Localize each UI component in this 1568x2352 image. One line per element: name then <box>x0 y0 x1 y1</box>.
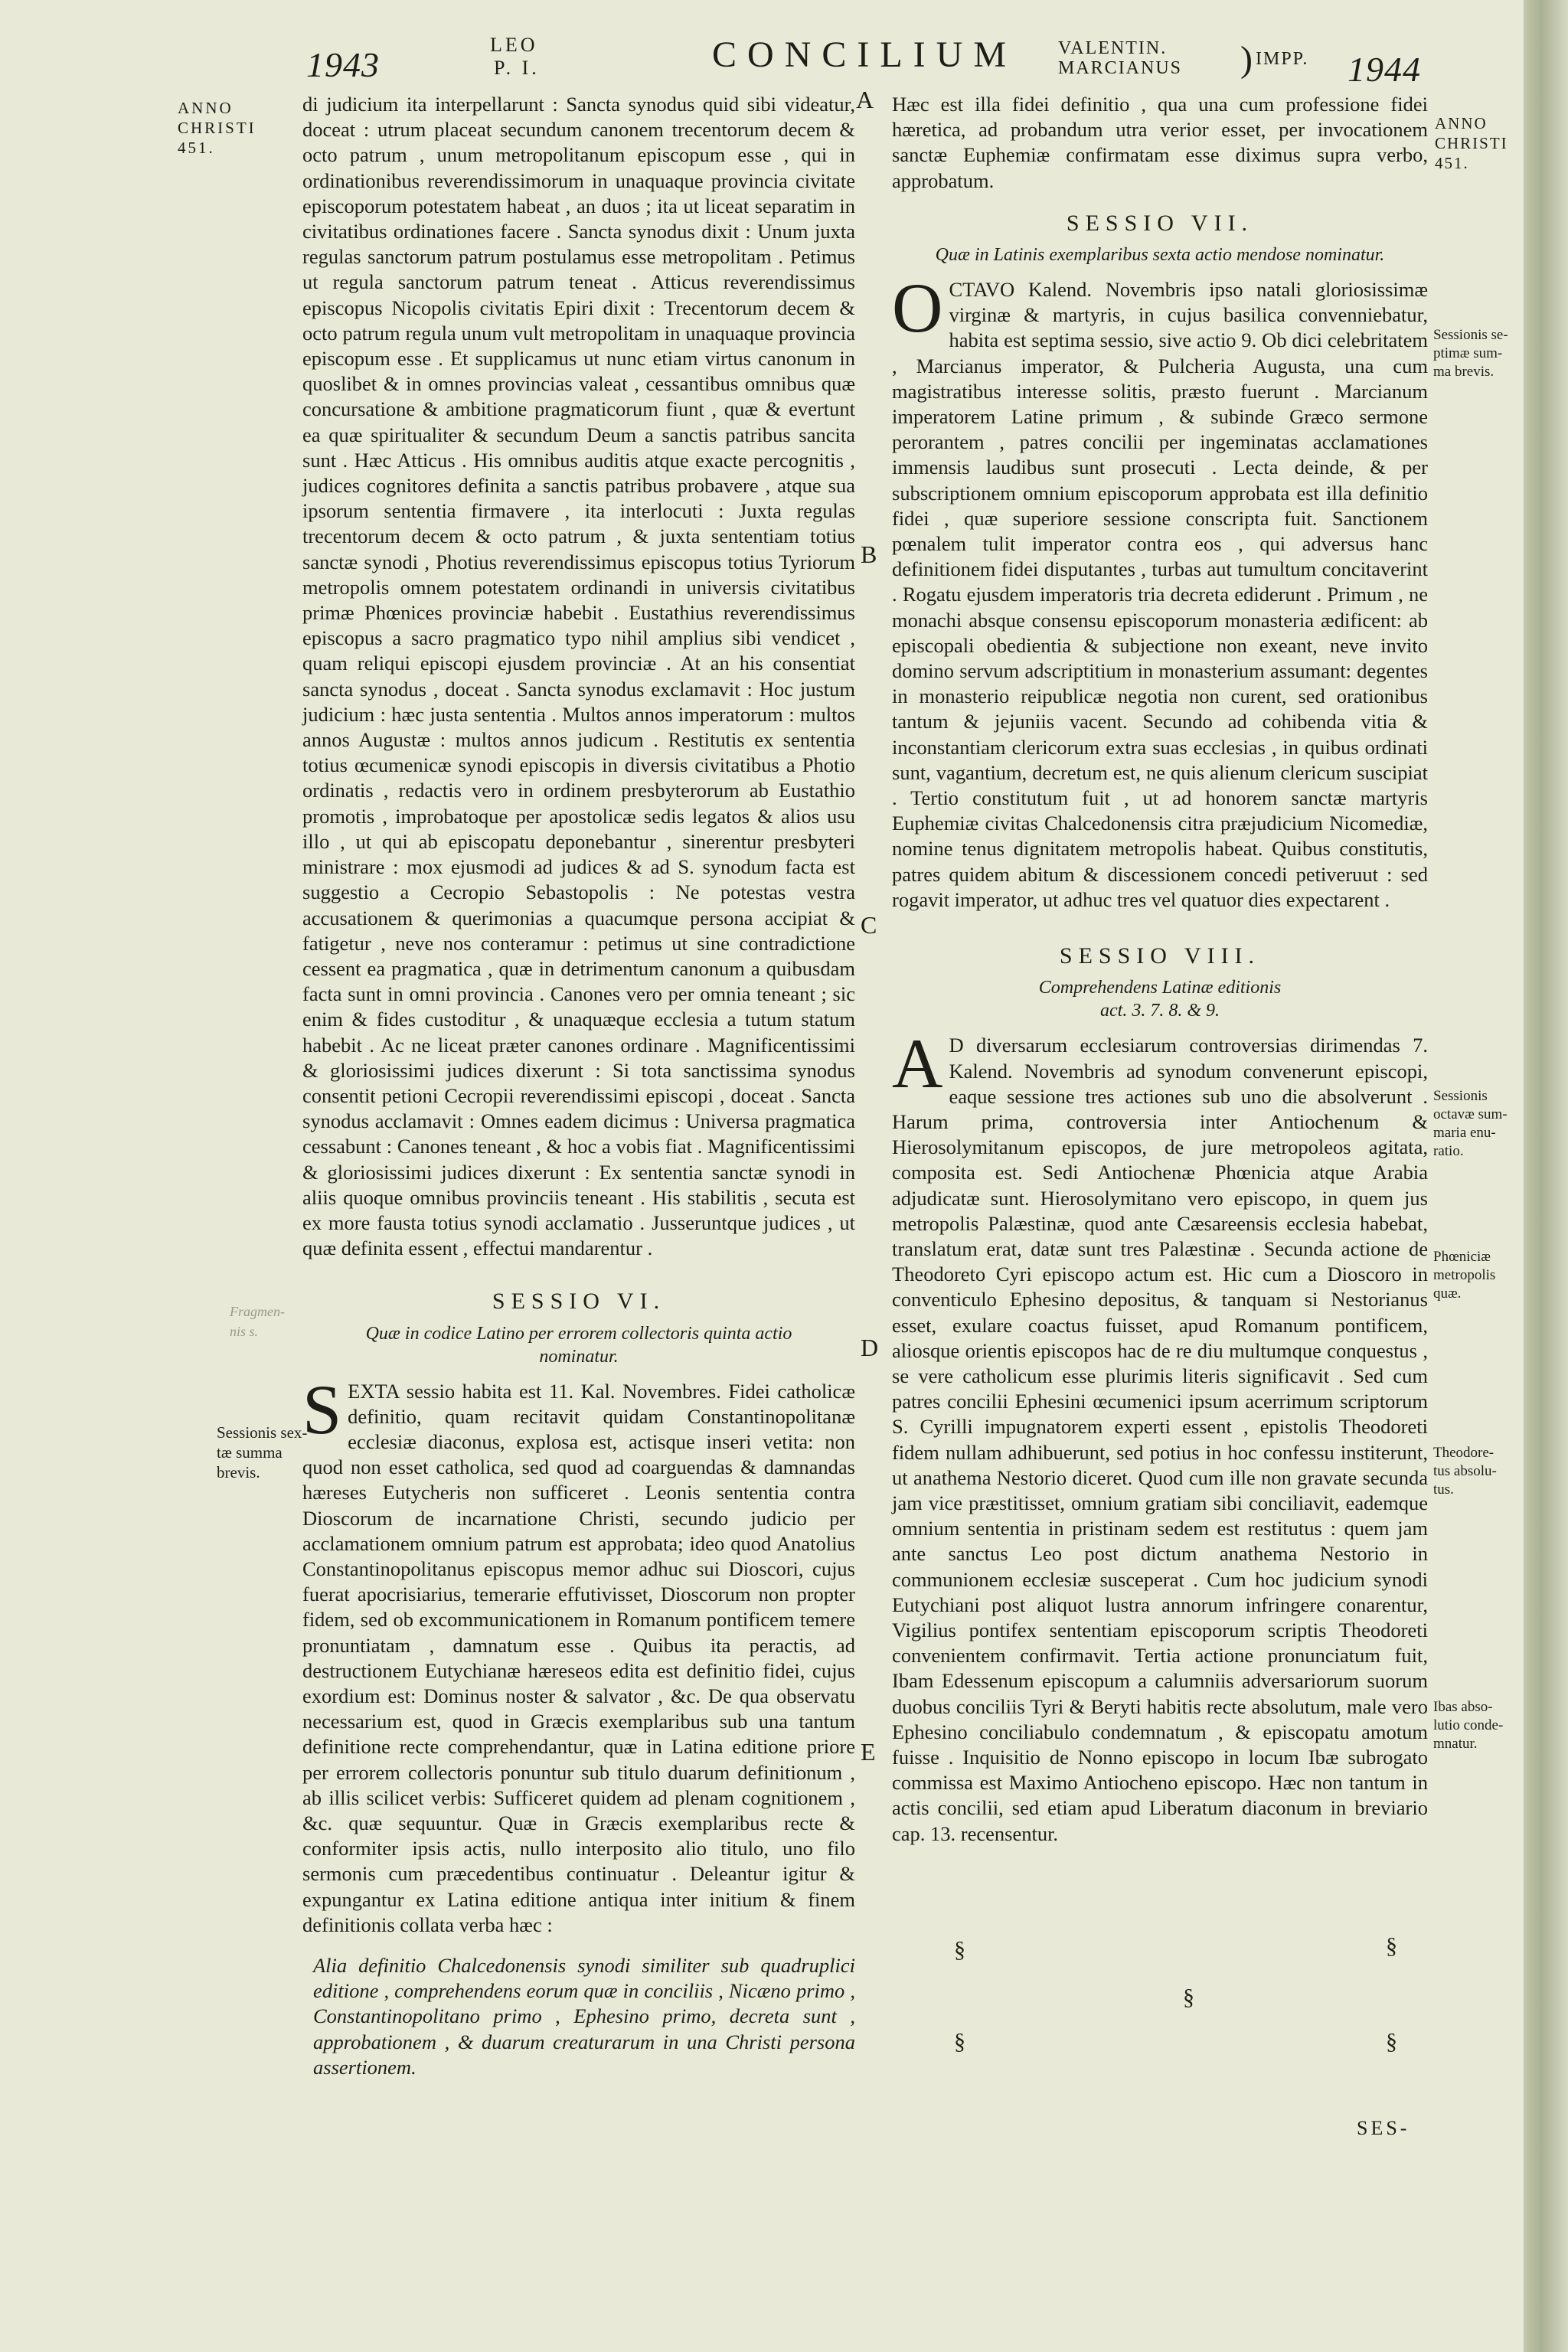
margin-fragment-line-2: nis s. <box>230 1324 259 1339</box>
sessio-6-dropcap: S <box>302 1370 342 1449</box>
header-emperors-2: MARCIANUS <box>1058 58 1183 78</box>
header-brace: ) <box>1240 39 1253 80</box>
gutter-letter-c: C <box>861 911 877 939</box>
gutter-letter-b: B <box>861 541 877 568</box>
section-mark-2: § <box>1386 1933 1397 1958</box>
margin-anno-left-line-1: ANNO <box>178 99 234 117</box>
sessio-7-text: CTAVO Kalend. Novembris ipso natali gloriosissimæ virginæ & martyris, in cujus basilica convenniebatur, habita est septima sessio, sive actio 9. Ob dici celebritatem , Marcianus imperator, & Pulcheria Augusta, una cum magistratibus interesse solitis, præsto fuerunt . Marcianum imperatorem Latine primum , & subinde Græco sermone perorantem , patres concilii per ingeminatas acclamationes immensis laudibus sunt prosecuti . Lecta deinde, & per subscriptionem omnium episcoporum approbata est illa definitio fidei , quæ superiore sessione conscripta fuit. Sanctionem pœnalem tulit imperator contra eos , qui adversus hanc definitionem fidei disputantes , turbas aut tumultum concitaverint . Rogatu ejusdem imperatoris tria decreta ediderunt . Primum , ne monachi absque consensu episcoporum monasteria ædificent: ab episcopali obedientia & subjectione non exeant, neve invito domino servum adscriptitium in monasterium assumant: degentes in monasterio reipublicæ negotia non curent, sed orationibus tantum & jejuniis vacent. Secundo ad cohibenda vitia & inconstantiam clericorum extra suas ecclesias , in quibus ordinati sunt, vagantium, decretum est, ne quis alienum clericum suscipiat . Tertio constitutum fuit , ut ad honorem sanctæ martyris Euphemiæ civitas Chalcedonensis citra præjudicium Nicomediæ, nomine tenus dignitatem metropolis habeat. Quibus constitutis, patres quidem abitum & discessionem concedi petiveruut : sed rogavit imperator, ut adhuc tres vel quatuor dies expectarent . <box>892 278 1428 911</box>
margin-phoenicia-line-3: quæ. <box>1433 1285 1462 1302</box>
sessio-6-heading: SESSIO VI. <box>492 1289 666 1315</box>
catchword: SES- <box>1357 2117 1410 2139</box>
section-mark-1: § <box>954 1937 965 1962</box>
margin-fragment-note <box>230 1302 285 1341</box>
margin-sessio6-line-3: brevis. <box>217 1463 260 1481</box>
sessio-6-quote: Alia definitio Chalcedonensis synodi similiter sub quadruplici editione , comprehendens eorum quæ in conciliis , Nicæno primo , Constantinopolitano primo , Ephesino primo, decreta sunt , approbationem , & duarum creaturarum in una Christi persona assertionem. <box>313 1954 855 2079</box>
margin-theodoret-line-3: tus. <box>1433 1481 1454 1498</box>
page-edge <box>1524 0 1568 2352</box>
margin-phoenicia-line-1: Phœniciæ <box>1433 1249 1491 1265</box>
margin-sessio8-line-1: Sessionis <box>1433 1088 1488 1104</box>
margin-anno-right-line-3: 451. <box>1435 154 1469 172</box>
margin-ibas-note <box>1433 1698 1503 1753</box>
left-paragraph-1: di judicium ita interpellarunt : Sancta synodus quid sibi videatur, doceat : utrum placeat secundum canonem trecentorum decem & octo patrum , unum metropolitanum episcopum esse , qui in ordinationibus reverendissimorum in unaquaque provincia civitate episcoporum potestatem habeat , an duos ; ita ut liceat separatim in civitatibus ordinationes facere . Sancta synodus dixit : Unum juxta regulas sanctorum patrum postulamus esse metropolitam . Petimus ut regula sanctorum patrum teneat . Atticus reverendissimus episcopus Nicopolis civitatis Epiri dixit : Trecentorum decem & octo patrum regula unum vult metropolitam in unaquaque provincia episcopum esse . Et supplicamus ut nunc etiam virtus canonum in quoslibet & in omnes provincias valeat , cessantibus omnibus quæ concursatione & ambitione pragmaticorum fiunt , quæ & evertunt ea quæ spiritualiter & secundum Deum a sanctis patribus sancita sunt . Hæc Atticus . His omnibus auditis atque exacte percognitis , judices cognitores definita a sanctis patribus probavere , atque sua ipsorum sententia firmavere , ita interlocuti : Juxta regulas trecentorum decem & octo patrum , & juxta sententiam totius sanctæ synodi , Photius reverendissimus episcopus totius Tyriorum metropolis omnem potestatem ordinandi in universis civitatibus primæ Phœnices provinciæ habebit . Eustathius reverendissimus episcopus a sacro pragmatico typo nihil amplius sibi vendicet , quam reliqui episcopi ejusdem provinciæ . At an his consentiat sancta synodus , doceat . Sancta synodus exclamavit : Hoc justum judicium : hæc justa sententia . Multos annos imperatorum : multos annos Augustæ : multos annos judicum . Restitutis ex sententia totius œcumenicæ synodi episcopis in diversis civitatibus a Photio ordinatis , redactis vero in ordinem presbyterorum ab Eustathio promotis , improbatoque per apostolicæ sedis legatos & alios usu illo , ut qui ab episcopatu deponebantur , sinerentur presbyteri ministrare : mox ejusmodi ad judices & ad S. synodum facta est suggestio a Cecropio Sebastopolis : Ne potestas vestra accusationem & querimonias a quacumque persona accipiat & fatigetur , neve nos conteramur : petimus ut sine contradictione cessent ea pragmatica , quæ in detrimentum canonum a quibusdam facta sunt in omni provincia . Canones vero per omnia teneant ; sic enim & fides custoditur , & unaquæque ecclesia a tutum statum habebit . Ac ne liceat præter canones ordinare . Magnificentissimi & gloriosissimi judices dixerunt : Si tota sanctissima synodus consentit petioni Cecropii reverendissimi episcopi , doceat . Sancta synodus acclamavit : Omnes eadem dicimus : Universa pragmatica cessabunt : Canones teneant , & hoc a vobis fiat . Magnificentissimi & gloriosissimi judices dixerunt : Ex sententia sanctæ synodi in aliis quoque omnibus provinciis teneant . His stabilitis , secuta est ex more fausta totius synodi acclamatio . Jusseruntque judices , ut quæ definita essent , effectui mandarentur . <box>302 93 855 1260</box>
margin-sessio8-line-4: ratio. <box>1433 1143 1464 1159</box>
margin-sessio7-line-2: ptimæ sum- <box>1433 345 1503 361</box>
sessio-6-subtitle: Quæ in codice Latino per errorem collectoris quinta actio nominatur. <box>365 1323 792 1367</box>
page-number-right: 1944 <box>1348 50 1421 89</box>
sessio-7-body <box>892 269 1428 913</box>
margin-fragment-line-1: Fragmen- <box>230 1304 285 1319</box>
right-column <box>892 92 1428 1847</box>
left-column <box>302 92 855 2080</box>
margin-anno-right-line-1: ANNO <box>1435 114 1488 132</box>
header-impp: IMPP. <box>1256 49 1309 69</box>
sessio-8-body <box>892 1024 1428 1847</box>
margin-ibas-line-3: mnatur. <box>1433 1736 1478 1752</box>
header-emperors-1: VALENTIN. <box>1058 38 1168 58</box>
margin-sessio7-summary <box>1433 326 1508 381</box>
margin-theodoret-line-2: tus absolu- <box>1433 1463 1497 1479</box>
sessio-7-subtitle: Quæ in Latinis exemplaribus sexta actio mendose nominatur. <box>935 245 1385 266</box>
margin-anno-left-line-2: CHRISTI <box>178 119 256 137</box>
margin-sessio8-line-3: maria enu- <box>1433 1125 1496 1141</box>
margin-sessio6-line-2: tæ summa <box>217 1443 283 1462</box>
margin-sessio6-summary <box>217 1423 307 1482</box>
margin-anno-left-line-3: 451. <box>178 139 215 157</box>
sessio-7-heading: SESSIO VII. <box>1066 210 1254 236</box>
margin-ibas-line-2: lutio conde- <box>1433 1717 1504 1733</box>
margin-phoenicia-line-2: metropolis <box>1433 1267 1496 1283</box>
header-title: CONCILIUM <box>712 34 1017 75</box>
margin-anno-right-line-2: CHRISTI <box>1435 134 1508 152</box>
margin-sessio6-line-1: Sessionis sex- <box>217 1423 308 1442</box>
sessio-8-heading: SESSIO VIII. <box>1059 943 1261 969</box>
gutter-letter-a: A <box>856 86 874 113</box>
sessio-8-subtitle-2: act. 3. 7. 8. & 9. <box>1100 1001 1220 1021</box>
margin-sessio7-line-3: ma brevis. <box>1433 364 1494 380</box>
margin-theodoret-note <box>1433 1444 1497 1499</box>
margin-ibas-line-1: Ibas abso- <box>1433 1699 1493 1715</box>
sessio-6-body <box>302 1370 855 1938</box>
gutter-letter-e: E <box>861 1738 876 1766</box>
sessio-8-subtitle-1: Comprehendens Latinæ editionis <box>1038 978 1282 998</box>
margin-anno-left <box>178 98 256 158</box>
margin-sessio7-line-1: Sessionis se- <box>1433 327 1508 343</box>
margin-theodoret-line-1: Theodore- <box>1433 1445 1494 1461</box>
header-leo: LEO <box>490 34 538 56</box>
sessio-8-dropcap: A <box>892 1024 943 1103</box>
right-paragraph-1: Hæc est illa fidei definitio , qua una cum professione fidei hæretica, ad probandum utra verior esset, per invocationem sanctæ Euphemiæ confirmatam esse diximus supra verbo, approbatum. <box>892 93 1428 192</box>
gutter-letter-d: D <box>861 1334 879 1361</box>
section-mark-5: § <box>1386 2029 1397 2054</box>
sessio-7-dropcap: O <box>892 269 943 348</box>
margin-anno-right <box>1435 113 1508 173</box>
sessio-6-text: EXTA sessio habita est 11. Kal. Novembres. Fidei catholicæ definitio, quam recitavit quidam Constantinopolitanæ ecclesiæ diaconus, explosa est, actisque inseri vetita: non quod non esset catholica, sed quod ad coarguendas & damnandas hæreses Eutycheris non sufficeret . Leonis sententia contra Dioscorum de incarnatione Christi, secundo judicio per acclamationem omnium patrum est approbata; ideo quod Anatolius Constantinopolitanus episcopus memor adhuc sui Dioscori, cujus fuerat apocrisiarius, temerarie effutivisset, Dioscorum non propter fidem, sed ob excommunicationem in Romanum pontificem temere pronuntiatam , damnatum esse . Quibus ita peractis, ad destructionem Eutychianæ hæreseos edita est definitio fidei, cujus exordium est: Dominus noster & salvator , &c. De qua observatu necessarium est, quod in Græcis exemplaribus sub una tantum definitione recte comprehendantur, quæ in Latina editione priore per errorem collectoris ponuntur sub titulo duarum definitionum , ab illis scilicet verbis: Sufficeret quidem ad plenam cognitionem , &c. quæ sequuntur. Quæ in Græcis exemplaribus recte & conformiter ipsis actis, nullo interposito alio titulo, uno filo sermonis cum præcedentibus continuatur . Deleantur igitur & expungantur ex Latina editione antiqua inter initium & finem definitionis collata verba hæc : <box>302 1379 855 1936</box>
header-pope: P. I. <box>494 57 540 79</box>
section-mark-4: § <box>954 2029 965 2054</box>
page-number-left: 1943 <box>306 45 380 84</box>
margin-sessio8-summary <box>1433 1087 1508 1161</box>
section-mark-3: § <box>1183 1984 1194 2010</box>
margin-sessio8-line-2: octavæ sum- <box>1433 1106 1508 1122</box>
sessio-8-text: D diversarum ecclesiarum controversias dirimendas 7. Kalend. Novembris ad synodum convenerunt episcopi, eaque sessione tres actiones sub uno die absolverunt . Harum prima, controversia inter Antiochenum & Hierosolymitanum episcopos, de jure metropoleos agitata, composita est. Sedi Antiochenæ Phœnicia atque Arabia adjudicatæ sunt. Hierosolymitano vero episcopo, in quem jus metropolis Palæstinæ, quod ante Cæsareensis ecclesia habebat, translatum erat, datæ sunt tres Palæstinæ . Secunda actione de Theodoreto Cyri episcopo actum est. Hic cum a Dioscoro in conventiculo Ephesino depositus, & tanquam si Nestorianus esset, exulare coactus fuisset, apud Romanum pontificem, aliosque orientis episcopos hac de re diu multumque conquestus , se vere catholicum esse plurimis literis significavit . Sed cum patres concilii Ephesini œcumenici ipsum acerrimum scriptorum S. Cyrilli impugnatorem experti essent , epistolis Theodoreti fidem nullam adhibuerunt, sed potius in hoc confessu institerunt, ut anathema Nestorio diceret. Quod cum ille non gravate secunda jam vice præstitisset, omnium gratiam sibi conciliavit, eademque omnium sententia in pristinam sedem est restitutus : quem jam ante sanctus Leo post dictum anathema Nestorio in communionem ecclesiæ susceperat . Cum hoc judicium synodi Eutychiani post aliquot lustra annorum infringere conarentur, Vigilius pontifex sententiam episcoporum scriptis Theodoreti convenientem confirmavit. Tertia actione pronunciatum fuit, Ibam Edessenum episcopum a calumniis adversariorum suorum duobus conciliis Tyri & Beryti habitis recte absolutum, male vero Ephesino conciliabulo condemnatum , & episcopatu amotum fuisse . Inquisitio de Nonno episcopo in locum Ibæ subrogato commissa est Maximo Antiocheno episcopo. Hæc non tantum in actis concilii, sed etiam apud Liberatum diaconum in breviario cap. 13. recensentur. <box>892 1034 1428 1845</box>
margin-phoenicia-note <box>1433 1248 1495 1303</box>
